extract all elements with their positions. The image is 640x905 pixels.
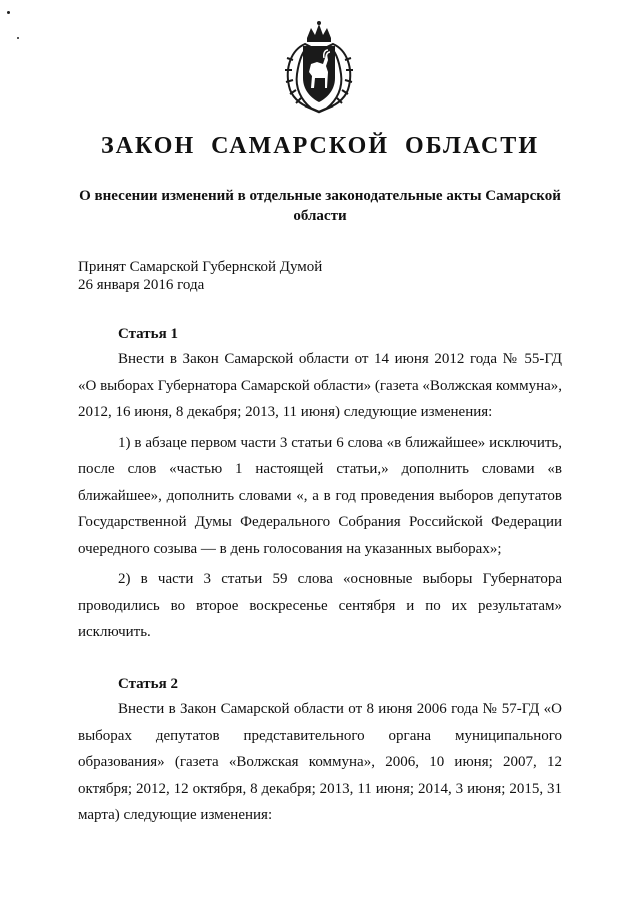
- document-title: ЗАКОН САМАРСКОЙ ОБЛАСТИ: [101, 133, 539, 159]
- document-subtitle: О внесении изменений в отдельные законодательные акты Самарской области: [79, 188, 561, 224]
- article-1-body: [78, 346, 562, 646]
- adoption-block: [78, 258, 322, 294]
- article-1-heading: Статья 1: [118, 326, 178, 342]
- adoption-date: 26 января 2016 года: [78, 277, 205, 293]
- article-1-item-1: 1) в абзаце первом части 3 статьи 6 слова «в ближайшее» исключить, после слов «частью 1 настоящей статьи,» дополнить словами «в ближайшее», дополнить словами «, а в год проведения выборов депутатов Государственной Думы Федерального Собрания Российской Федерации очередного созыва — в день голосования на указанных выборах»;: [78, 434, 562, 557]
- article-1-intro: Внести в Закон Самарской области от 14 июня 2012 года № 55-ГД «О выборах Губернатора Самарской области» (газета «Волжская коммуна», 2012, 16 июня, 8 декабря; 2013, 11 июня) следующие изменения:: [78, 351, 563, 420]
- article-2-heading: Статья 2: [118, 676, 178, 692]
- article-2-body: [78, 696, 562, 829]
- article-1-item-2: 2) в части 3 статьи 59 слова «основные выборы Губернатора проводились во второе воскресенье сентября и по их результатам» исключить.: [78, 571, 562, 640]
- scan-speck: [17, 37, 19, 39]
- scan-speck: [7, 11, 10, 14]
- article-2-intro: Внести в Закон Самарской области от 8 июня 2006 года № 57-ГД «О выборах депутатов представительного органа муниципального образования» (газета «Волжская коммуна», 2006, 10 июня; 2007, 12 октября; 2012, 12 октября, 8 декабря; 2013, 11 июня; 2014, 3 июня; 2015, 31 марта) следующие изменения:: [78, 701, 562, 823]
- adoption-body: Принят Самарской Губернской Думой: [78, 259, 323, 275]
- samara-coat-of-arms-icon: [281, 20, 357, 114]
